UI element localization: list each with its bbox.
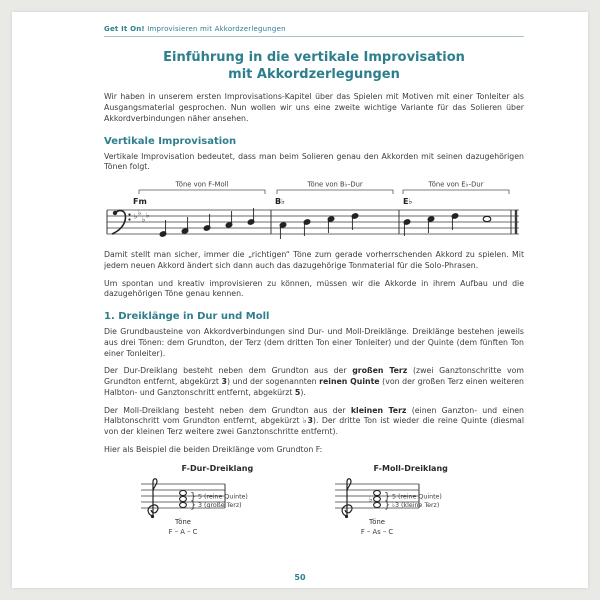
chord-symbols xyxy=(133,197,412,206)
tone-label: Töne xyxy=(368,517,385,526)
section-heading-vertikale-improvisation: Vertikale Improvisation xyxy=(104,135,237,147)
tone-label: Töne xyxy=(175,517,192,526)
text-segment: (einen Ganzton- und einen Halbtonschritt vom Grundton entfernt, abgekürzt xyxy=(104,405,524,426)
example-title: F-Dur-Dreiklang xyxy=(181,463,254,473)
tone-label-eb-dur: Töne von E♭-Dur xyxy=(428,180,484,189)
paragraph-beispiel-intro: Hier als Beispiel die beiden Dreiklänge vom Grundton F: xyxy=(104,444,323,454)
svg-text:♭: ♭ xyxy=(146,211,150,220)
annotation-terz: ♭3 (kleine Terz) xyxy=(391,501,439,509)
paragraph-akkorde-kennen: Um spontan und kreativ improvisieren zu können, müssen wir die Akkorde in ihrem Aufbau und die dazugehörigen Töne genau kennen. xyxy=(104,278,524,299)
chord-symbol-eb: E♭ xyxy=(403,197,413,207)
term-kleine-terz: kleinen Terz xyxy=(350,405,407,415)
tone-label-bb-dur: Töne von B♭-Dur xyxy=(307,180,363,189)
chord-symbol-fm: Fm xyxy=(133,197,147,207)
abbr-3: 3 xyxy=(221,377,227,387)
whole-note xyxy=(483,216,491,221)
tone-label-f-moll: Töne von F-Moll xyxy=(175,180,229,189)
text-segment: ). Der dritte Ton ist wieder die reine Quinte (diesmal von der kleinen Terz weitere zwei Ganztonschritte entfernt). xyxy=(104,416,524,437)
bracket-lines xyxy=(139,190,509,194)
brace-terz: } xyxy=(383,499,391,511)
book-title: Get It On! xyxy=(104,25,145,33)
accidental-sign: ♭ xyxy=(368,495,372,504)
chapter-title: Improvisieren mit Akkordzerlegungen xyxy=(144,25,286,33)
annotation-terz: 3 (große Terz) xyxy=(198,501,242,509)
text-segment: (zwei Ganztonschritte vom Grundton entfernt, abgekürzt xyxy=(104,366,524,387)
term-reine-quinte: reinen Quinte xyxy=(319,377,380,387)
paragraph-vertikale-definition: Vertikale Improvisation bedeutet, dass man beim Solieren genau den Akkorden mit seinen dazugehörigen Tönen folgt. xyxy=(104,151,524,172)
f-moll-staff xyxy=(331,474,481,536)
annotation-quinte: 5 (reine Quinte) xyxy=(198,493,249,501)
tone-group-labels xyxy=(175,181,484,189)
page-header xyxy=(104,25,524,37)
example-title: F-Moll-Dreiklang xyxy=(373,463,448,473)
text-segment: ). xyxy=(300,387,306,397)
paragraph-moll-dreiklang xyxy=(104,406,524,438)
brace-quinte: } xyxy=(190,491,197,503)
brace-quinte: } xyxy=(383,491,391,503)
page-title-line2: mit Akkordzerlegungen xyxy=(228,67,400,83)
text-segment: Der Moll-Dreiklang besteht neben dem Grundton aus der xyxy=(104,405,351,415)
paragraph-grundbausteine: Die Grundbausteine von Akkordverbindungen sind Dur- und Moll-Dreiklänge. Dreiklänge bestehen jeweils aus drei Tönen: dem Grundton, der Terz (dem dritten Ton einer Tonleiter) und der Quinte (dem fünften Ton einer Tonleiter). xyxy=(104,327,524,358)
tone-names: F – A – C xyxy=(168,527,198,536)
treble-clef-icon xyxy=(342,478,352,517)
bass-staff-notation xyxy=(105,180,523,244)
paragraph-dur-dreiklang xyxy=(104,366,524,398)
term-grosse-terz: großen Terz xyxy=(352,366,408,376)
key-signature-flats xyxy=(134,209,149,224)
triad-chord xyxy=(373,490,380,507)
page-content xyxy=(12,12,588,536)
intro-paragraph: Wir haben in unserem ersten Improvisations-Kapitel über das Spielen mit Motiven mit einer Tonleiter als Ausgangsmaterial gesprochen. Nun wollen wir uns eine zweite wichtige Variante für das Solieren über Akkordverbindungen näher ansehen. xyxy=(104,92,524,123)
text-segment: Der Dur-Dreiklang besteht neben dem Grundton aus der xyxy=(104,366,353,376)
notes-measure-2 xyxy=(279,213,358,239)
brace-terz: } xyxy=(190,499,197,511)
text-segment: ) und der sogenannten xyxy=(226,377,320,387)
svg-text:♭: ♭ xyxy=(142,215,146,224)
annotation-quinte: 5 (reine Quinte) xyxy=(391,493,442,501)
notes-measure-1 xyxy=(159,208,254,237)
f-dur-staff xyxy=(137,474,287,536)
svg-text:♭: ♭ xyxy=(134,212,138,221)
svg-text:♭: ♭ xyxy=(138,209,142,218)
page-title-line1: Einführung in die vertikale Improvisation xyxy=(163,50,465,65)
tone-names: F – As – C xyxy=(360,527,393,536)
treble-clef-icon xyxy=(148,478,158,517)
triad-chord xyxy=(180,490,187,507)
example-f-moll xyxy=(331,464,491,536)
notation-example xyxy=(104,180,524,244)
page-number: 50 xyxy=(294,573,306,582)
page xyxy=(12,12,588,588)
text-segment: (von der großen Terz einen weiteren Halbton- und Ganztonschritt entfernt, abgekürzt xyxy=(104,377,524,397)
abbr-b3: ♭3 xyxy=(302,416,313,426)
abbr-5: 5 xyxy=(294,387,301,397)
triad-examples xyxy=(104,464,524,536)
paragraph-richtige-toene: Damit stellt man sicher, immer die „richtigen“ Töne zum gerade vorherrschenden Akkord zu spielen. Mit jedem neuen Akkord ändert sich dann auch das dazugehörige Tonmaterial für die Solo-Phrasen. xyxy=(104,250,524,270)
chord-symbol-bb: B♭ xyxy=(275,197,285,207)
page-title xyxy=(104,49,524,83)
section-heading-dreiklaenge: 1. Dreiklänge in Dur und Moll xyxy=(104,311,270,323)
example-f-dur xyxy=(137,464,297,536)
header-rule xyxy=(104,36,524,37)
